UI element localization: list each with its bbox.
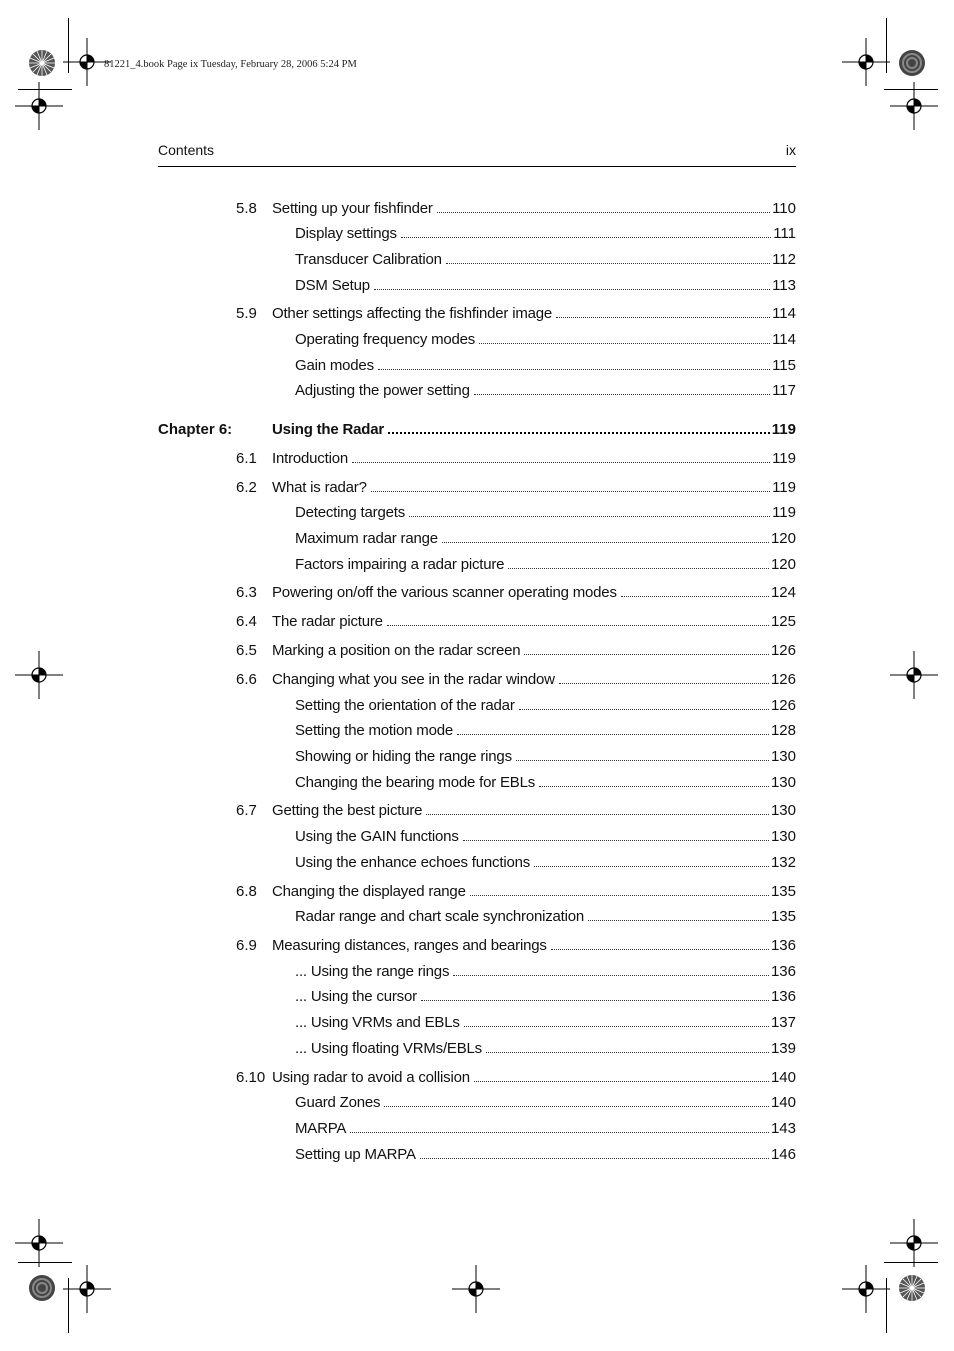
- entry-page-number: 117: [772, 382, 796, 399]
- entry-page-number: 135: [770, 883, 796, 900]
- toc-subsection-entry[interactable]: [295, 772, 796, 794]
- dot-leader: [446, 263, 770, 264]
- dot-leader: [588, 920, 769, 921]
- section-number: 6.1: [236, 450, 257, 467]
- entry-page-number: 130: [770, 748, 796, 765]
- dot-leader: [534, 866, 769, 867]
- entry-page-number: 126: [770, 671, 796, 688]
- toc-section-entry[interactable]: [236, 303, 796, 325]
- entry-title: Factors impairing a radar picture: [295, 556, 505, 573]
- entry-title: MARPA: [295, 1120, 347, 1137]
- entry-page-number: 119: [772, 479, 796, 496]
- entry-title: Showing or hiding the range rings: [295, 748, 512, 765]
- toc-section-entry[interactable]: [236, 198, 796, 220]
- entry-title: Changing the bearing mode for EBLs: [295, 774, 536, 791]
- entry-title: Using the GAIN functions: [295, 828, 459, 845]
- entry-page-number: 119: [772, 450, 796, 467]
- entry-page-number: 135: [770, 908, 796, 925]
- entry-page-number: 136: [770, 937, 796, 954]
- section-number: 5.9: [236, 305, 257, 322]
- toc-section-entry[interactable]: [236, 477, 796, 499]
- toc-subsection-entry[interactable]: [295, 695, 796, 717]
- toc-subsection-entry[interactable]: [295, 1012, 796, 1034]
- toc-section-entry[interactable]: [236, 800, 796, 822]
- dot-leader: [352, 462, 770, 463]
- entry-page-number: 132: [770, 854, 796, 871]
- entry-title: Detecting targets: [295, 504, 405, 521]
- entry-title: Changing what you see in the radar window: [272, 671, 555, 688]
- dot-leader: [474, 394, 770, 395]
- dot-leader: [508, 568, 769, 569]
- entry-title: Setting up MARPA: [295, 1146, 416, 1163]
- entry-page-number: 130: [770, 802, 796, 819]
- dot-leader: [559, 683, 769, 684]
- dot-leader: [388, 432, 770, 434]
- entry-title: Setting up your fishfinder: [272, 200, 433, 217]
- dot-leader: [524, 654, 769, 655]
- registration-wheel-icon: [27, 48, 57, 78]
- crosshair-target-icon: [452, 1265, 500, 1313]
- entry-page-number: 113: [772, 277, 796, 294]
- section-number: 5.8: [236, 200, 257, 217]
- entry-title: Transducer Calibration: [295, 251, 442, 268]
- entry-page-number: 120: [770, 556, 796, 573]
- crosshair-target-icon: [63, 38, 111, 86]
- entry-page-number: 136: [770, 963, 796, 980]
- toc-subsection-entry[interactable]: [295, 1038, 796, 1060]
- dot-leader: [442, 542, 769, 543]
- toc-subsection-entry[interactable]: [295, 852, 796, 874]
- entry-page-number: 137: [770, 1014, 796, 1031]
- dot-leader: [464, 1026, 769, 1027]
- dot-leader: [486, 1052, 769, 1053]
- header-page-number: ix: [785, 142, 796, 158]
- entry-title: Radar range and chart scale synchronization: [295, 908, 585, 925]
- dot-leader: [401, 237, 771, 238]
- entry-page-number: 130: [770, 828, 796, 845]
- entry-page-number: 126: [770, 697, 796, 714]
- toc-subsection-entry[interactable]: [295, 961, 796, 983]
- crosshair-target-icon: [842, 38, 890, 86]
- registration-wheel-icon: [897, 48, 927, 78]
- entry-page-number: 143: [770, 1120, 796, 1137]
- toc-subsection-entry[interactable]: [295, 329, 796, 351]
- entry-page-number: 146: [770, 1146, 796, 1163]
- header-section-title: Contents: [158, 142, 215, 158]
- toc-section-entry[interactable]: [236, 640, 796, 662]
- entry-title: Using radar to avoid a collision: [272, 1069, 470, 1086]
- entry-title: Using the enhance echoes functions: [295, 854, 531, 871]
- print-slug: 81221_4.book Page ix Tuesday, February 28, 2006 5:24 PM: [104, 59, 357, 70]
- entry-title: ... Using floating VRMs/EBLs: [295, 1040, 482, 1057]
- entry-title: Introduction: [272, 450, 348, 467]
- toc-section-entry[interactable]: [236, 611, 796, 633]
- dot-leader: [426, 814, 769, 815]
- dot-leader: [519, 709, 769, 710]
- dot-leader: [551, 949, 769, 950]
- toc-section-entry[interactable]: [236, 881, 796, 903]
- entry-page-number: 115: [772, 357, 796, 374]
- registration-wheel-icon: [27, 1273, 57, 1303]
- dot-leader: [420, 1158, 769, 1159]
- crosshair-target-icon: [890, 1219, 938, 1267]
- toc-subsection-entry[interactable]: [295, 1144, 796, 1166]
- entry-page-number: 126: [770, 642, 796, 659]
- entry-page-number: 110: [772, 200, 796, 217]
- dot-leader: [516, 760, 769, 761]
- toc-subsection-entry[interactable]: [295, 502, 796, 524]
- entry-title: Using the Radar: [272, 421, 385, 438]
- dot-leader: [539, 786, 769, 787]
- entry-page-number: 128: [770, 722, 796, 739]
- entry-title: ... Using VRMs and EBLs: [295, 1014, 460, 1031]
- section-number: 6.2: [236, 479, 257, 496]
- registration-wheel-icon: [897, 1273, 927, 1303]
- toc-subsection-entry[interactable]: [295, 249, 796, 271]
- dot-leader: [453, 975, 769, 976]
- toc-subsection-entry[interactable]: [295, 355, 796, 377]
- entry-title: Display settings: [295, 225, 397, 242]
- section-number: 6.8: [236, 883, 257, 900]
- dot-leader: [387, 625, 769, 626]
- toc-subsection-entry[interactable]: [295, 746, 796, 768]
- entry-title: Marking a position on the radar screen: [272, 642, 521, 659]
- entry-title: Operating frequency modes: [295, 331, 476, 348]
- entry-page-number: 140: [770, 1094, 796, 1111]
- section-number: 6.4: [236, 613, 257, 630]
- dot-leader: [350, 1132, 769, 1133]
- toc-subsection-entry[interactable]: [295, 223, 796, 245]
- entry-page-number: 114: [772, 331, 796, 348]
- crosshair-target-icon: [890, 82, 938, 130]
- entry-title: The radar picture: [272, 613, 383, 630]
- entry-title: Measuring distances, ranges and bearings: [272, 937, 547, 954]
- section-number: 6.6: [236, 671, 257, 688]
- entry-title: Guard Zones: [295, 1094, 381, 1111]
- section-number: 6.9: [236, 937, 257, 954]
- entry-title: Maximum radar range: [295, 530, 438, 547]
- dot-leader: [457, 734, 769, 735]
- toc-chapter-entry[interactable]: [158, 419, 796, 441]
- dot-leader: [556, 317, 770, 318]
- entry-title: Changing the displayed range: [272, 883, 466, 900]
- crosshair-target-icon: [15, 82, 63, 130]
- entry-page-number: 125: [770, 613, 796, 630]
- dot-leader: [621, 596, 769, 597]
- toc-subsection-entry[interactable]: [295, 275, 796, 297]
- entry-title: ... Using the range rings: [295, 963, 450, 980]
- entry-title: Other settings affecting the fishfinder image: [272, 305, 553, 322]
- toc-subsection-entry[interactable]: [295, 1118, 796, 1140]
- dot-leader: [378, 369, 770, 370]
- dot-leader: [437, 212, 770, 213]
- dot-leader: [384, 1106, 769, 1107]
- entry-page-number: 112: [772, 251, 796, 268]
- section-number: 6.7: [236, 802, 257, 819]
- dot-leader: [409, 516, 770, 517]
- dot-leader: [470, 895, 769, 896]
- entry-title: DSM Setup: [295, 277, 370, 294]
- crosshair-target-icon: [890, 651, 938, 699]
- toc-subsection-entry[interactable]: [295, 986, 796, 1008]
- entry-page-number: 136: [770, 988, 796, 1005]
- toc-subsection-entry[interactable]: [295, 1092, 796, 1114]
- entry-page-number: 124: [770, 584, 796, 601]
- crosshair-target-icon: [842, 1265, 890, 1313]
- dot-leader: [371, 491, 770, 492]
- entry-title: Adjusting the power setting: [295, 382, 470, 399]
- toc-section-entry[interactable]: [236, 669, 796, 691]
- crosshair-target-icon: [15, 1219, 63, 1267]
- toc-subsection-entry[interactable]: [295, 554, 796, 576]
- entry-title: Gain modes: [295, 357, 374, 374]
- dot-leader: [474, 1081, 769, 1082]
- running-header: [158, 142, 796, 167]
- dot-leader: [374, 289, 770, 290]
- entry-page-number: 139: [770, 1040, 796, 1057]
- entry-title: ... Using the cursor: [295, 988, 417, 1005]
- entry-title: Getting the best picture: [272, 802, 423, 819]
- toc-section-entry[interactable]: [236, 935, 796, 957]
- toc-subsection-entry[interactable]: [295, 720, 796, 742]
- toc-section-entry[interactable]: [236, 1067, 796, 1089]
- entry-page-number: 120: [770, 530, 796, 547]
- entry-title: Powering on/off the various scanner operating modes: [272, 584, 617, 601]
- dot-leader: [463, 840, 769, 841]
- entry-title: Setting the orientation of the radar: [295, 697, 515, 714]
- section-number: 6.5: [236, 642, 257, 659]
- entry-page-number: 119: [771, 421, 796, 438]
- entry-page-number: 140: [770, 1069, 796, 1086]
- toc-subsection-entry[interactable]: [295, 826, 796, 848]
- toc-subsection-entry[interactable]: [295, 906, 796, 928]
- dot-leader: [479, 343, 770, 344]
- entry-page-number: 119: [772, 504, 796, 521]
- entry-page-number: 130: [770, 774, 796, 791]
- chapter-number: Chapter 6:: [158, 421, 233, 438]
- entry-page-number: 114: [772, 305, 796, 322]
- toc-section-entry[interactable]: [236, 582, 796, 604]
- entry-title: Setting the motion mode: [295, 722, 453, 739]
- entry-title: What is radar?: [272, 479, 367, 496]
- toc-subsection-entry[interactable]: [295, 380, 796, 402]
- crosshair-target-icon: [15, 651, 63, 699]
- section-number: 6.10: [236, 1069, 266, 1086]
- toc-section-entry[interactable]: [236, 448, 796, 470]
- crosshair-target-icon: [63, 1265, 111, 1313]
- dot-leader: [421, 1000, 769, 1001]
- section-number: 6.3: [236, 584, 257, 601]
- entry-page-number: 111: [773, 225, 796, 242]
- toc-subsection-entry[interactable]: [295, 528, 796, 550]
